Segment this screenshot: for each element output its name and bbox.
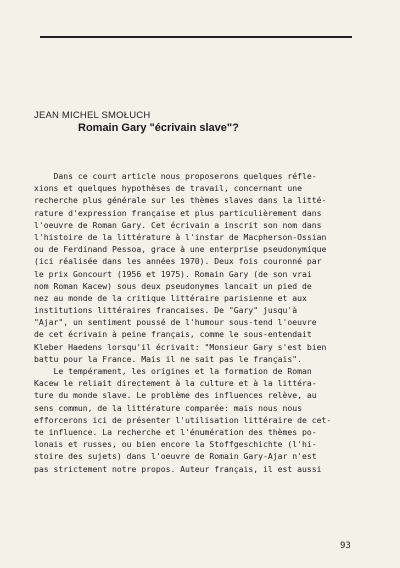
text-line: recherche plus générale sur les thèmes slaves dans la litté- <box>34 195 327 206</box>
text-line: "Ajar", un sentiment poussé de l'humour sous-tend l'oeuvre <box>34 317 317 328</box>
text-line: l'oeuvre de Roman Gary. Cet écrivain a inscrit son nom dans <box>34 219 322 230</box>
text-line: xions et quelques hypothèses de travail, concernant une <box>34 183 303 194</box>
text-line: Le tempérament, les origines et la formation de Roman <box>34 366 312 376</box>
text-line: lonais et russes, ou bien encore la Stoffgeschichte (l'hi- <box>34 439 317 450</box>
text-line: rature d'expression française et plus particulièrement dans <box>34 207 322 218</box>
text-line: nez au monde de la critique littéraire parisienne et aux <box>34 292 307 303</box>
text-line: Kleber Haedens lorsqu'il écrivait: "Monsieur Gary s'est bien <box>34 341 327 352</box>
article-body <box>34 170 374 475</box>
text-line: Dans ce court article nous proposerons quelques réfle- <box>34 171 317 181</box>
text-line: te influence. La recherche et l'énumération des thèmes po- <box>34 426 317 437</box>
text-line: (ici réalisée dans les années 1970). Deux fois couronné par <box>34 256 322 267</box>
text-line: efforcerons ici de présenter l'utilisation littéraire de cet- <box>34 414 332 425</box>
article-title: Romain Gary "écrivain slave"? <box>78 122 239 134</box>
text-line: sens commun, de la littérature comparée: mais nous nous <box>34 402 303 413</box>
text-line: le prix Goncourt (1956 et 1975). Romain Gary (de son vrai <box>34 268 312 279</box>
text-line: de cet écrivain à peine français, comme le sous-entendait <box>34 329 312 340</box>
top-rule <box>40 36 352 38</box>
author-name: JEAN MICHEL SMOŁUCH <box>34 110 151 121</box>
text-line: pas strictement notre propos. Auteur français, il est aussi <box>34 463 322 474</box>
text-line: Kacew le reliait directement à la culture et à la littéra- <box>34 378 317 389</box>
text-line: ou de Ferdinand Pessoa, grace à une enterprise pseudonymique <box>34 244 327 255</box>
text-line: institutions littéraires francaises. De "Gary" jusqu'à <box>34 305 298 316</box>
page-number: 93 <box>340 541 351 551</box>
text-line: stoire des sujets) dans l'oeuvre de Romain Gary-Ajar n'est <box>34 451 317 462</box>
text-line: l'histoire de la littérature à l'instar de Macpherson-Ossian <box>34 231 327 242</box>
text-line: battu pour la France. Mais il ne sait pas le français". <box>34 353 303 364</box>
text-line: ture du monde slave. Le problème des influences relève, au <box>34 390 317 401</box>
text-line: nom Roman Kacew) sous deux pseudonymes lancait un pied de <box>34 280 312 291</box>
